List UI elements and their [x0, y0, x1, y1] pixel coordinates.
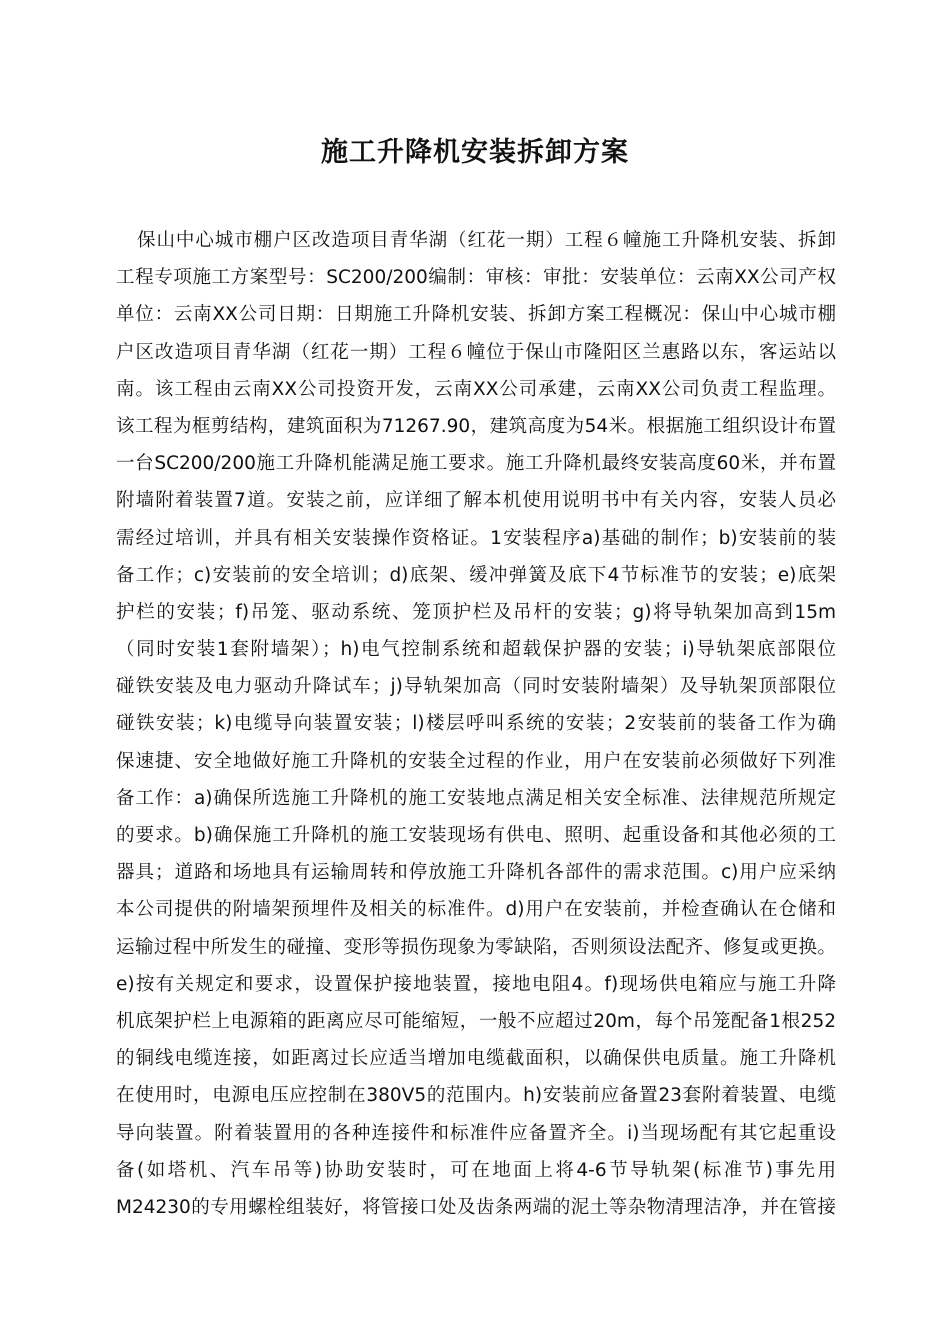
paragraph-line: 工程专项施工方案型号：SC200/200编制：审核：审批：安装单位：云南XX公司产权: [116, 267, 836, 289]
paragraph-line: 户区改造项目青华湖（红花一期）工程６幢位于保山市隆阳区兰惠路以东，客运站以: [116, 341, 836, 363]
paragraph-line: 该工程为框剪结构，建筑面积为71267.90，建筑高度为54米。根据施工组织设计布置: [116, 415, 836, 437]
paragraph-line: 的要求。b)确保施工升降机的施工安装现场有供电、照明、起重设备和其他必须的工: [116, 825, 836, 846]
paragraph-line: M24230的专用螺栓组装好，将管接口处及齿条两端的泥土等杂物清理洁净，并在管接: [116, 1196, 836, 1218]
paragraph-line: 碰铁安装；k)电缆导向装置安装；l)楼层呼叫系统的安装；2安装前的装备工作为确: [116, 713, 836, 735]
paragraph-line: 导向装置。附着装置用的各种连接件和标准件应备置齐全。i)当现场配有其它起重设: [116, 1122, 836, 1144]
paragraph-line: 备(如塔机、汽车吊等)协助安装时，可在地面上将4-6节导轨架(标准节)事先用: [116, 1159, 836, 1181]
paragraph-line: 附墙附着装置7道。安装之前，应详细了解本机使用说明书中有关内容，安装人员必: [116, 490, 836, 512]
paragraph-line: 保速捷、安全地做好施工升降机的安装全过程的作业，用户在安装前必须做好下列准: [116, 750, 836, 772]
paragraph-line: 备工作；c)安装前的安全培训；d)底架、缓冲弹簧及底下4节标准节的安装；e)底架: [116, 564, 836, 586]
paragraph-line: 护栏的安装；f)吊笼、驱动系统、笼顶护栏及吊杆的安装；g)将导轨架加高到15m: [116, 601, 836, 623]
paragraph-line: 备工作：a)确保所选施工升降机的施工安装地点满足相关安全标准、法律规范所规定: [116, 787, 836, 809]
paragraph-line: 碰铁安装及电力驱动升降试车；j)导轨架加高（同时安装附墙架）及导轨架顶部限位: [116, 676, 836, 698]
paragraph-line: 保山中心城市棚户区改造项目青华湖（红花一期）工程６幢施工升降机安装、拆卸: [137, 230, 836, 251]
document-body: [116, 222, 836, 1226]
paragraph-line: e)按有关规定和要求，设置保护接地装置，接地电阻4。f)现场供电箱应与施工升降: [116, 973, 836, 995]
paragraph-line: 运输过程中所发生的碰撞、变形等损伤现象为零缺陷，否则须设法配齐、修复或更换。: [116, 936, 836, 958]
paragraph-line: 的铜线电缆连接，如距离过长应适当增加电缆截面积，以确保供电质量。施工升降机: [116, 1048, 836, 1070]
paragraph-line: 单位：云南XX公司日期：日期施工升降机安装、拆卸方案工程概况：保山中心城市棚: [116, 304, 836, 326]
paragraph-line: 本公司提供的附墙架预埋件及相关的标准件。d)用户在安装前，并检查确认在仓储和: [116, 899, 836, 921]
paragraph-line: 需经过培训，并具有相关安装操作资格证。1安装程序a)基础的制作；b)安装前的装: [116, 527, 836, 549]
paragraph-line: 一台SC200/200施工升降机能满足施工要求。施工升降机最终安装高度60米，并布置: [116, 453, 836, 475]
paragraph-line: 器具；道路和场地具有运输周转和停放施工升降机各部件的需求范围。c)用户应采纳: [116, 862, 836, 884]
paragraph-line: （同时安装1套附墙架）；h)电气控制系统和超载保护器的安装；i)导轨架底部限位: [116, 639, 836, 661]
paragraph-line: 在使用时，电源电压应控制在380V5的范围内。h)安装前应备置23套附着装置、电缆: [116, 1085, 836, 1107]
document-title: 施工升降机安装拆卸方案: [321, 137, 629, 168]
paragraph-line: 机底架护栏上电源箱的距离应尽可能缩短，一般不应超过20m，每个吊笼配备1根252: [116, 1010, 836, 1032]
paragraph-line: 南。该工程由云南XX公司投资开发，云南XX公司承建，云南XX公司负责工程监理。: [116, 378, 836, 400]
